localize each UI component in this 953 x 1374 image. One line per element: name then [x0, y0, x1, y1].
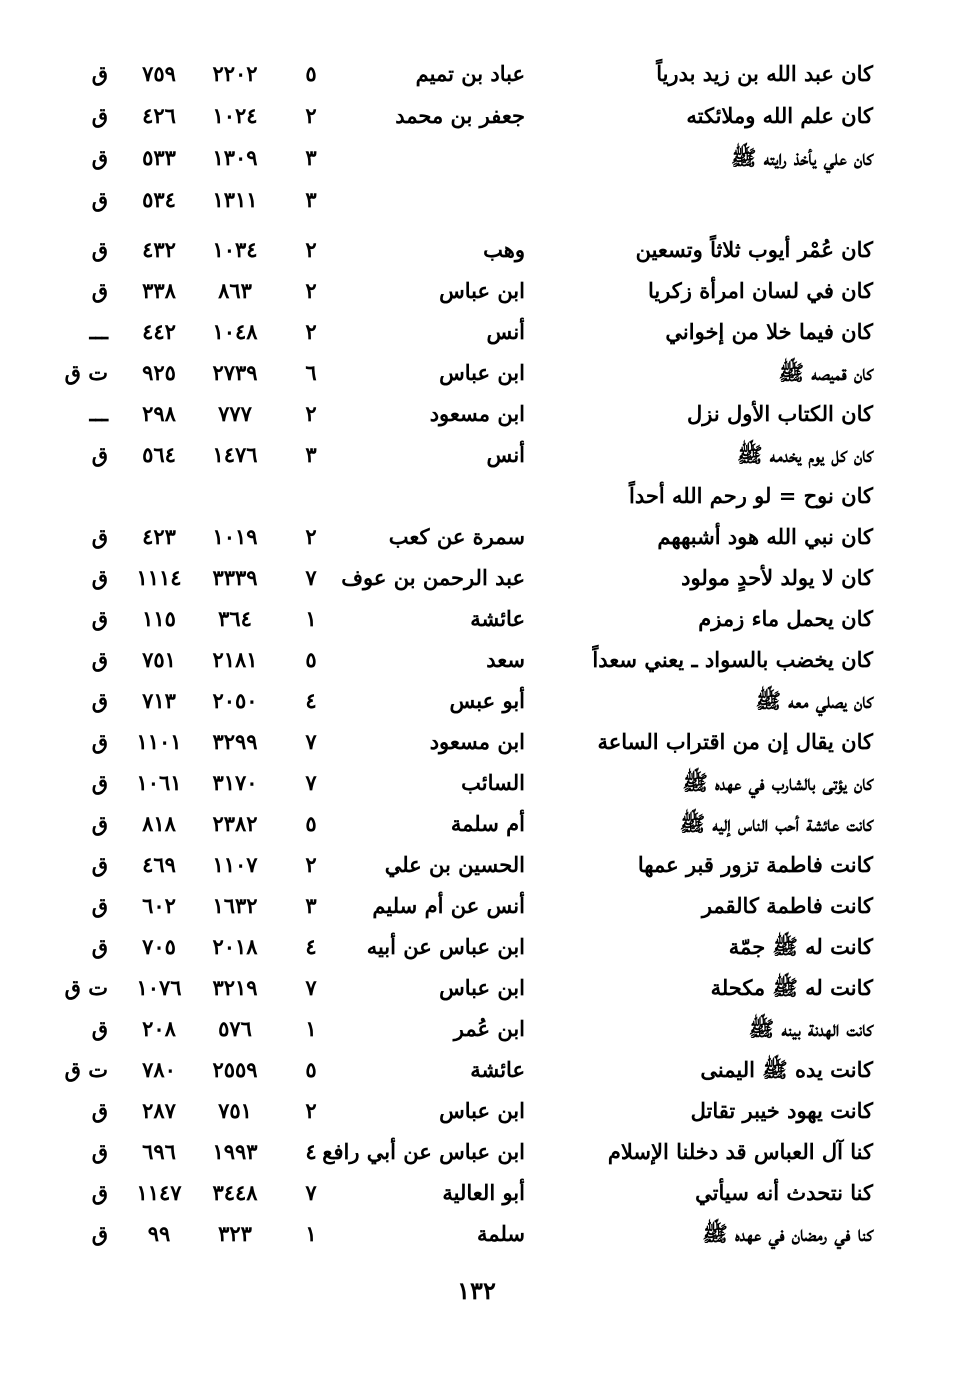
- phrase: كان يخضب بالسواد ـ يعني سعداً: [592, 647, 873, 672]
- part-number: ٢: [305, 278, 317, 303]
- table-row: [0, 845, 953, 885]
- hadith-number: ٨٦٣: [218, 278, 252, 303]
- hadith-number: ١٣٠٩: [212, 145, 258, 170]
- source-mark: ق: [91, 770, 108, 795]
- part-number: ٣: [305, 145, 317, 170]
- source-mark: ق: [91, 729, 108, 754]
- table-row: [0, 1132, 953, 1172]
- narrator: الحسين بن علي: [384, 852, 525, 877]
- phrase: كان نوح = لو رحم الله أحداً: [629, 483, 873, 508]
- part-number: ٤: [305, 1139, 317, 1164]
- hadith-number: ٣٤٤٨: [212, 1180, 258, 1205]
- narrator: ابن عُمر: [453, 1016, 525, 1041]
- source-mark: ق: [91, 934, 108, 959]
- source-mark: ت ق: [64, 975, 108, 1000]
- part-number: ٥: [305, 1057, 317, 1082]
- phrase: كان علي يأخذ رايته ﷺ: [731, 145, 873, 170]
- source-mark: ق: [91, 1221, 108, 1246]
- narrator: السائب: [461, 770, 525, 795]
- part-number: ٧: [305, 975, 317, 1000]
- narrator: أبو عبس: [449, 688, 525, 713]
- source-mark: ق: [91, 61, 108, 86]
- phrase: كانت يده ﷺ اليمنى: [700, 1057, 873, 1082]
- page-ref-number: ٨١٨: [142, 811, 176, 836]
- page-ref-number: ٥٣٣: [142, 145, 176, 170]
- hadith-number: ٣٢١٩: [212, 975, 258, 1000]
- source-mark: [52, 476, 108, 516]
- hadith-number: ١٠١٩: [212, 524, 258, 549]
- hadith-number: ٥٧٦: [218, 1016, 252, 1041]
- phrase: كان يحمل ماء زمزم: [698, 606, 873, 631]
- source-mark: ـــ: [89, 319, 108, 344]
- table-row: [0, 927, 953, 967]
- table-row: [0, 1091, 953, 1131]
- page-ref-number: ٧٠٥: [142, 934, 176, 959]
- phrase: كانت فاطمة تزور قبر عمها: [637, 852, 873, 877]
- table-row: [0, 476, 953, 516]
- phrase: كان يقال إن من اقتراب الساعة: [597, 729, 873, 754]
- part-number: ٤: [305, 688, 317, 713]
- part-number: ٣: [305, 442, 317, 467]
- narrator: ابن مسعود: [429, 729, 525, 754]
- narrator: ابن عباس: [439, 360, 525, 385]
- narrator: ابن عباس: [439, 278, 525, 303]
- phrase: كان يؤتى بالشارب في عهده ﷺ: [682, 770, 873, 795]
- part-number: ٢: [305, 852, 317, 877]
- page-ref-number: ٧١٣: [142, 688, 176, 713]
- source-mark: ق: [91, 606, 108, 631]
- hadith-number: ١٣١١: [212, 187, 258, 212]
- source-mark: ق: [91, 1139, 108, 1164]
- page-ref-number: ٦٠٢: [142, 893, 176, 918]
- table-row: [0, 763, 953, 803]
- page-ref-number: ٩٢٥: [142, 360, 176, 385]
- part-number: ٢: [305, 524, 317, 549]
- narrator: عبد الرحمن بن عوف: [341, 565, 525, 590]
- narrator: ابن عباس عن أبيه: [366, 934, 525, 959]
- table-row: [0, 886, 953, 926]
- table-row: [0, 968, 953, 1008]
- table-row: [0, 271, 953, 311]
- source-mark: ق: [91, 278, 108, 303]
- page-ref-number: [126, 476, 192, 516]
- table-row: [0, 558, 953, 598]
- phrase: كان فيما خلا من إخواني: [665, 319, 873, 344]
- phrase: كان الكتاب الأول نزل: [687, 401, 873, 426]
- hadith-number: ١١٠٧: [212, 852, 258, 877]
- part-number: ٣: [305, 893, 317, 918]
- source-mark: ق: [91, 187, 108, 212]
- phrase: كنا في رمضان في عهده ﷺ: [702, 1221, 873, 1246]
- table-row: [0, 722, 953, 762]
- part-number: ٧: [305, 1180, 317, 1205]
- hadith-number: ٢٠٥٠: [212, 688, 258, 713]
- page-ref-number: ٧٥٩: [142, 61, 176, 86]
- narrator: ابن مسعود: [429, 401, 525, 426]
- phrase: كان يصلي معه ﷺ: [755, 688, 873, 713]
- narrator: سمرة عن كعب: [388, 524, 525, 549]
- hadith-number: ٣٣٣٩: [212, 565, 258, 590]
- source-mark: ق: [91, 852, 108, 877]
- table-row: [0, 599, 953, 639]
- narrator: عائشة: [470, 606, 525, 631]
- phrase: كانت فاطمة كالقمر: [701, 893, 873, 918]
- page-ref-number: ١١٠١: [136, 729, 182, 754]
- source-mark: ق: [91, 237, 108, 262]
- hadith-number: ٣٢٣: [218, 1221, 252, 1246]
- phrase: كان لا يولد لأحدٍ مولود: [681, 565, 873, 590]
- hadith-number: ١٠٤٨: [212, 319, 258, 344]
- phrase: كانت الهدنة بينه ﷺ: [748, 1016, 873, 1041]
- source-mark: ت ق: [64, 1057, 108, 1082]
- table-row: [0, 517, 953, 557]
- phrase: كان علم الله وملائكته: [686, 103, 873, 128]
- narrator: [315, 180, 525, 220]
- source-mark: ق: [91, 442, 108, 467]
- page-ref-number: ٧٨٠: [142, 1057, 176, 1082]
- phrase: كانت له ﷺ مكحلة: [710, 975, 873, 1000]
- part-number: ٥: [305, 647, 317, 672]
- part-number: ٢: [305, 319, 317, 344]
- part-number: [296, 476, 326, 516]
- table-row: [0, 96, 953, 136]
- source-mark: ق: [91, 103, 108, 128]
- table-row: [0, 180, 953, 220]
- source-mark: ق: [91, 1016, 108, 1041]
- hadith-number: ٧٥١: [218, 1098, 252, 1123]
- table-row: [0, 640, 953, 680]
- part-number: ٢: [305, 1098, 317, 1123]
- page-number: ١٣٢: [457, 1276, 496, 1305]
- narrator: ابن عباس: [439, 975, 525, 1000]
- phrase: كان قميصه ﷺ: [778, 360, 873, 385]
- part-number: ٧: [305, 565, 317, 590]
- narrator: أنس: [486, 442, 525, 467]
- narrator: أبو العالية: [442, 1180, 525, 1205]
- table-row: [0, 394, 953, 434]
- table-row: [0, 804, 953, 844]
- hadith-number: ٢٠١٨: [212, 934, 258, 959]
- page-ref-number: ٢٠٨: [142, 1016, 176, 1041]
- table-row: [0, 54, 953, 94]
- part-number: ١: [305, 1221, 317, 1246]
- hadith-number: ١٩٩٣: [212, 1139, 258, 1164]
- source-mark: ق: [91, 647, 108, 672]
- source-mark: ق: [91, 893, 108, 918]
- hadith-number: ١٦٣٢: [212, 893, 258, 918]
- hadith-number: ١٠٣٤: [212, 237, 258, 262]
- part-number: ٥: [305, 811, 317, 836]
- narrator: عائشة: [470, 1057, 525, 1082]
- source-mark: ق: [91, 1098, 108, 1123]
- part-number: ١: [305, 606, 317, 631]
- phrase: كانت يهود خيبر تقاتل: [690, 1098, 873, 1123]
- hadith-number: ٧٧٧: [218, 401, 252, 426]
- page-ref-number: ٢٨٧: [142, 1098, 176, 1123]
- source-mark: ق: [91, 524, 108, 549]
- narrator: جعفر بن محمد: [395, 103, 525, 128]
- source-mark: ـــ: [89, 401, 108, 426]
- page-ref-number: ٥٣٤: [142, 187, 176, 212]
- part-number: ٤: [305, 934, 317, 959]
- narrator: ابن عباس: [439, 1098, 525, 1123]
- hadith-number: ٢٥٥٩: [212, 1057, 258, 1082]
- narrator: ابن عباس عن أبي رافع: [322, 1139, 525, 1164]
- page-ref-number: ٢٩٨: [142, 401, 176, 426]
- table-row: [0, 681, 953, 721]
- page-ref-number: ٤٢٦: [142, 103, 176, 128]
- hadith-number: ٣١٧٠: [212, 770, 258, 795]
- table-row: [0, 1009, 953, 1049]
- narrator: أنس عن أم سليم: [372, 893, 525, 918]
- page-ref-number: ١٠٦١: [136, 770, 182, 795]
- table-row: [0, 1050, 953, 1090]
- phrase: [573, 180, 873, 220]
- part-number: ٥: [305, 61, 317, 86]
- page-ref-number: ٤٢٣: [142, 524, 176, 549]
- page-ref-number: ٣٣٨: [142, 278, 176, 303]
- part-number: ٢: [305, 103, 317, 128]
- phrase: كان كل يوم يخدمه ﷺ: [737, 442, 873, 467]
- part-number: ٧: [305, 770, 317, 795]
- page-ref-number: ٩٩: [147, 1221, 171, 1246]
- source-mark: ق: [91, 565, 108, 590]
- hadith-number: ١٠٢٤: [212, 103, 258, 128]
- phrase: كان نبي الله هود أشبههم: [657, 524, 873, 549]
- hadith-number: ٢٢٠٢: [212, 61, 258, 86]
- table-row: [0, 435, 953, 475]
- page-ref-number: ٦٩٦: [142, 1139, 176, 1164]
- page-ref-number: ٧٥١: [142, 647, 176, 672]
- hadith-number: ٣٦٤: [218, 606, 252, 631]
- table-row: [0, 1173, 953, 1213]
- page-ref-number: ١١٤٧: [136, 1180, 182, 1205]
- table-row: [0, 230, 953, 270]
- narrator: وهب: [483, 237, 525, 262]
- part-number: ٧: [305, 729, 317, 754]
- phrase: كان عبد الله بن زيد بدرياً: [656, 61, 873, 86]
- part-number: ٢: [305, 237, 317, 262]
- page-ref-number: ٤٦٩: [142, 852, 176, 877]
- phrase: كنا نتحدث أنه سيأتي: [695, 1180, 873, 1205]
- page-ref-number: ١١١٤: [136, 565, 182, 590]
- table-row: [0, 312, 953, 352]
- phrase: كان عُمْر أيوب ثلاثاً وتسعين: [635, 237, 873, 262]
- narrator: عباد بن تميم: [415, 61, 525, 86]
- page-ref-number: ١١٥: [142, 606, 176, 631]
- page-ref-number: ٤٤٢: [142, 319, 176, 344]
- phrase: كانت عائشة أحب الناس إليه ﷺ: [679, 811, 873, 836]
- source-mark: ق: [91, 145, 108, 170]
- table-row: [0, 138, 953, 178]
- hadith-number: ٣٢٩٩: [212, 729, 258, 754]
- source-mark: ق: [91, 1180, 108, 1205]
- narrator: سلمة: [477, 1221, 525, 1246]
- phrase: كنا آل العباس قد دخلنا الإسلام: [607, 1139, 873, 1164]
- page-ref-number: ٤٣٢: [142, 237, 176, 262]
- part-number: ١: [305, 1016, 317, 1041]
- hadith-number: ٢١٨١: [212, 647, 258, 672]
- source-mark: ق: [91, 811, 108, 836]
- table-row: [0, 1214, 953, 1254]
- narrator: [315, 138, 525, 178]
- page-ref-number: ١٠٧٦: [136, 975, 182, 1000]
- table-row: [0, 353, 953, 393]
- narrator: [315, 476, 525, 516]
- hadith-number: ١٤٧٦: [212, 442, 258, 467]
- page-ref-number: ٥٦٤: [142, 442, 176, 467]
- narrator: أم سلمة: [450, 811, 525, 836]
- part-number: ٦: [305, 360, 317, 385]
- phrase: كان في لسان امرأة زكريا: [647, 278, 873, 303]
- phrase: كانت له ﷺ جمّة: [728, 934, 873, 959]
- source-mark: ت ق: [64, 360, 108, 385]
- hadith-number: ٢٣٨٢: [212, 811, 258, 836]
- part-number: ٢: [305, 401, 317, 426]
- narrator: أنس: [486, 319, 525, 344]
- narrator: سعد: [486, 647, 525, 672]
- source-mark: ق: [91, 688, 108, 713]
- hadith-number: ٢٧٣٩: [212, 360, 258, 385]
- hadith-number: [200, 476, 270, 516]
- part-number: ٣: [305, 187, 317, 212]
